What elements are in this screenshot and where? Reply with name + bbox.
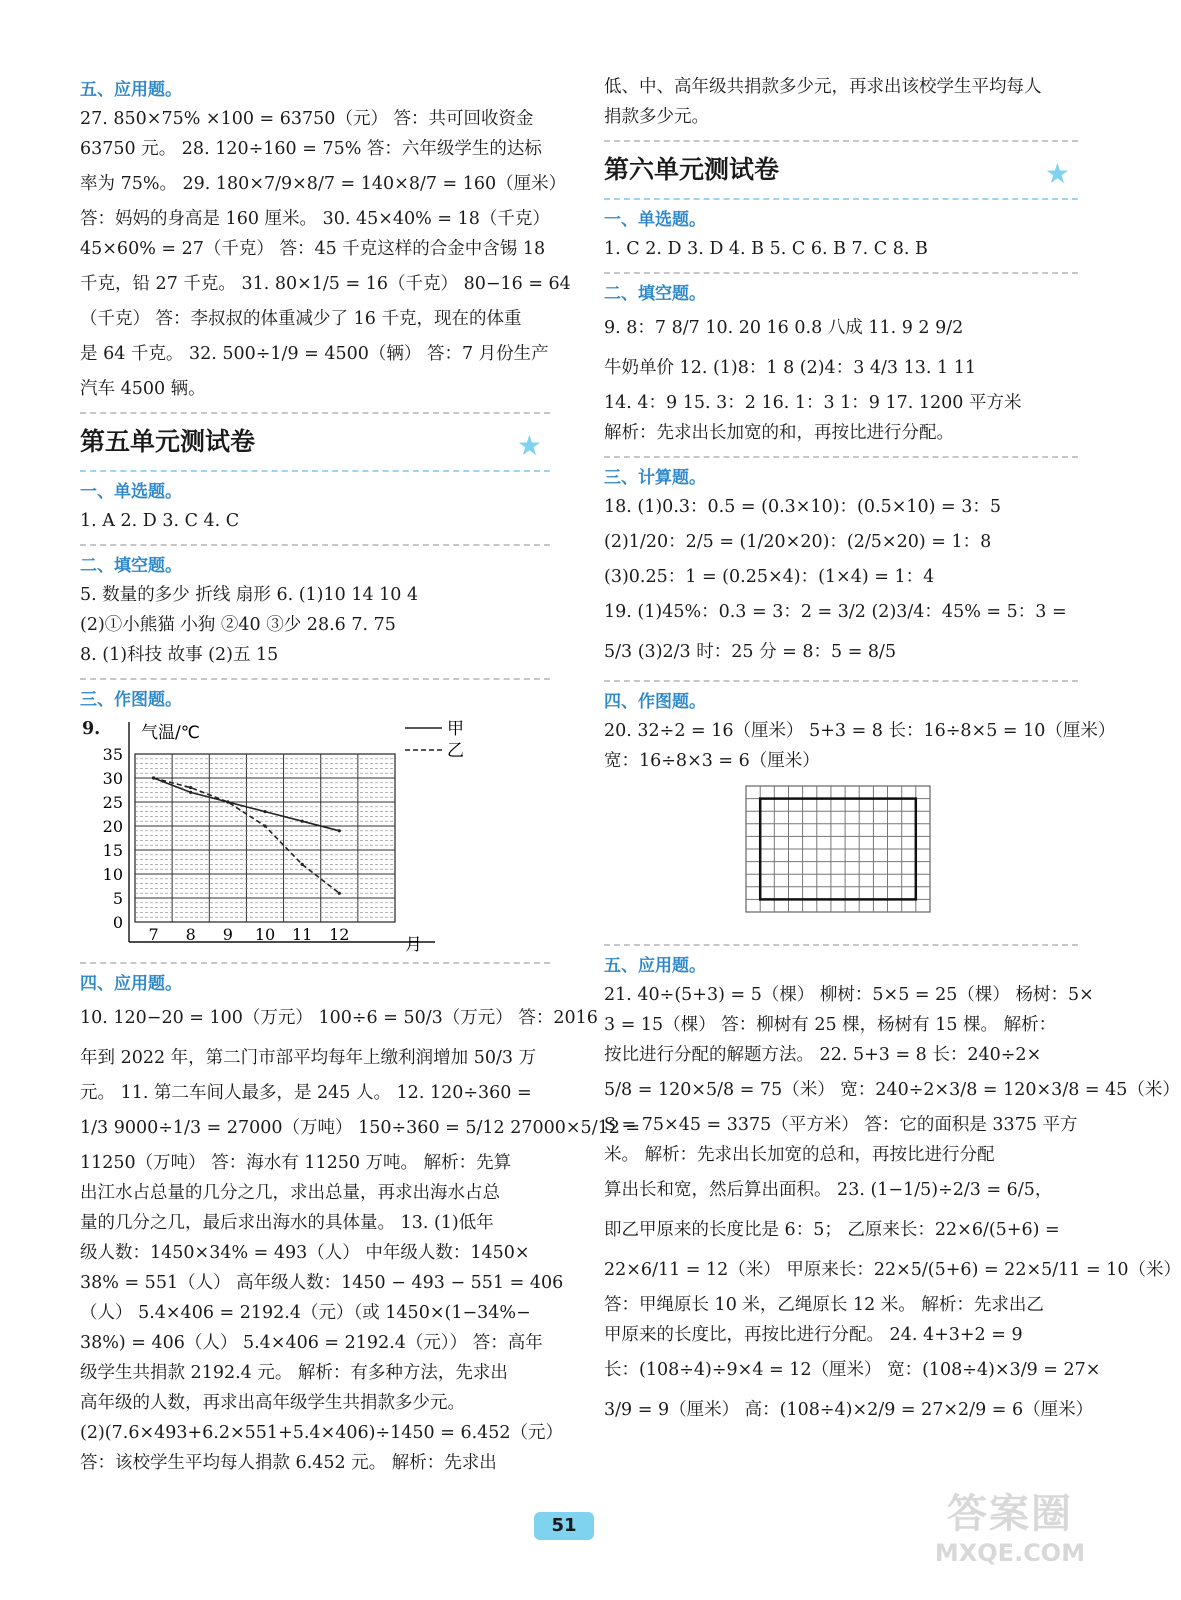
section-heading-fill: 二、填空题。: [604, 284, 706, 304]
answer-line: 38%) = 406（人） 5.4×406 = 2192.4（元）） 答：高年: [80, 1333, 543, 1353]
answer-line: 21. 40÷(5+3) = 5（棵） 柳树：5×5 = 25（棵） 杨树：5×: [604, 985, 1094, 1005]
application-answers-block: [604, 980, 1181, 1430]
legend-label: 乙: [447, 741, 464, 761]
y-axis-label: 气温/℃: [141, 723, 200, 743]
grid-lines: [746, 786, 930, 912]
section-heading-application: 五、应用题。: [604, 956, 706, 976]
section-heading-draw: 三、作图题。: [80, 690, 182, 710]
answer-line: 按比进行分配的解题方法。 22. 5+3 = 8 长：240÷2×: [604, 1045, 1042, 1065]
answer-line: 级人数：1450×34% = 493（人） 中年级人数：1450×: [80, 1243, 530, 1263]
data-point: [301, 863, 304, 866]
data-point: [338, 829, 341, 832]
x-tick-label: 9: [222, 925, 233, 944]
answer-line: 米。 解析：先求出长加宽的总和，再按比进行分配: [604, 1145, 995, 1165]
watermark-top: 答案圈: [947, 1491, 1073, 1537]
answer-line: 38% = 551（人） 高年级人数：1450 − 493 − 551 = 406: [80, 1273, 564, 1293]
x-axis-label: 月: [405, 935, 422, 955]
section-heading-calc: 三、计算题。: [604, 468, 706, 488]
answer-line: 63750 元。 28. 120÷160 = 75% 答：六年级学生的达标: [80, 139, 542, 159]
answer-line: 算出长和宽，然后算出面积。 23. (1−1/5)÷2/3 = 6/5，: [604, 1180, 1053, 1200]
y-tick-label: 25: [102, 793, 123, 812]
question-number: 9.: [82, 719, 101, 739]
answer-line: 级学生共捐款 2192.4 元。 解析：有多种方法，先求出: [80, 1363, 508, 1383]
y-tick-label: 10: [102, 865, 123, 884]
divider: [604, 272, 1078, 274]
answer-line: 3/9 = 9（厘米） 高：(108÷4)×2/9 = 27×2/9 = 6（厘米）: [604, 1400, 1094, 1420]
calc-line: 19. (1)45%：0.3 = 3：2 = 3/2 (2)3/4：45% = 5：3 =: [604, 602, 1067, 622]
temperature-chart-block: [80, 714, 550, 954]
answer-line: （千克） 答：李叔叔的体重减少了 16 千克，现在的体重: [80, 309, 522, 329]
x-tick-label: 11: [291, 925, 313, 944]
divider: [80, 470, 550, 472]
answer-line: 量的几分之几，最后求出海水的具体量。 13. (1)低年: [80, 1213, 494, 1233]
answer-line: 甲原来的长度比，再按比进行分配。 24. 4+3+2 = 9: [604, 1325, 1023, 1345]
x-tick-label: 7: [148, 925, 159, 944]
data-point: [263, 810, 266, 813]
choice-answers: 1. C 2. D 3. D 4. B 5. C 6. B 7. C 8. B: [604, 239, 928, 259]
rectangle-grid: [604, 776, 1078, 932]
unit6-title-text: 第六单元测试卷: [604, 155, 780, 184]
answer-line: 长：(108÷4)÷9×4 = 12（厘米） 宽：(108÷4)×3/9 = 27×: [604, 1360, 1101, 1380]
section-heading-application-2: 四、应用题。: [80, 974, 182, 994]
plot-area: [135, 754, 395, 922]
divider: [80, 962, 550, 964]
right-column: [604, 72, 1181, 1430]
calc-line: 5/3 (3)2/3 时：25 分 = 8：5 = 8/5: [604, 642, 897, 662]
answer-line: 答：甲绳原长 10 米，乙绳原长 12 米。 解析：先求出乙: [604, 1295, 1044, 1315]
data-point: [263, 824, 266, 827]
calc-line: 18. (1)0.3：0.5 = (0.3×10)：(0.5×10) = 3：5: [604, 497, 1002, 517]
answer-line: 即乙甲原来的长度比是 6：5； 乙原来长：22×6/(5+6) =: [604, 1220, 1060, 1240]
watermark-bottom: MXQE.COM: [934, 1539, 1086, 1567]
answer-line: 45×60% = 27（千克） 答：45 千克这样的合金中含锡 18: [80, 239, 546, 259]
data-point: [152, 776, 155, 779]
divider: [604, 198, 1078, 200]
divider: [604, 456, 1078, 458]
answer-line: 答：妈妈的身高是 160 厘米。 30. 45×40% = 18（千克）: [80, 209, 550, 229]
data-point: [189, 786, 192, 789]
answer-line: 3 = 15（棵） 答：柳树有 25 棵，杨树有 15 棵。 解析：: [604, 1015, 1057, 1035]
unit6-title: [604, 150, 1078, 190]
answer-line: 高年级的人数，再求出高年级学生共捐款多少元。: [80, 1393, 465, 1413]
star-icon: ★: [516, 429, 542, 462]
y-tick-label: 15: [102, 841, 123, 860]
divider: [604, 680, 1078, 682]
answer-line: 是 64 千克。 32. 500÷1/9 = 4500（辆） 答：7 月份生产: [80, 344, 549, 364]
unit5-title: [80, 422, 550, 462]
unit5-title-text: 第五单元测试卷: [80, 427, 256, 456]
calc-line: (3)0.25：1 = (0.25×4)：(1×4) = 1：4: [604, 567, 935, 587]
page-number: 51: [534, 1512, 594, 1540]
divider: [604, 944, 1078, 946]
x-tick-label: 12: [329, 925, 350, 944]
divider: [604, 140, 1078, 142]
answer-line: 率为 75%。 29. 180×7/9×8/7 = 140×8/7 = 160（厘米）: [80, 174, 567, 194]
answer-line: S = 75×45 = 3375（平方米） 答：它的面积是 3375 平方: [604, 1115, 1078, 1135]
legend-label: 甲: [447, 719, 464, 739]
y-tick-label: 30: [102, 769, 123, 788]
x-tick-label: 8: [185, 925, 196, 944]
answer-line: 5/8 = 120×5/8 = 75（米） 宽：240÷2×3/8 = 120×3/8 = 45（米）: [604, 1080, 1180, 1100]
left-column: [80, 72, 641, 1478]
temperature-chart: [80, 714, 550, 955]
divider: [80, 544, 550, 546]
answer-line: 元。 11. 第二车间人最多，是 245 人。 12. 120÷360 =: [80, 1083, 532, 1103]
data-point: [338, 892, 341, 895]
calc-line: (2)1/20：2/5 = (1/20×20)：(2/5×20) = 1：8: [604, 532, 992, 552]
application-answers-block: [80, 104, 571, 404]
fill-line: 解析：先求出长加宽的和，再按比进行分配。: [604, 423, 954, 443]
answer-line: 千克，铅 27 千克。 31. 80×1/5 = 16（千克） 80−16 = 64: [80, 274, 571, 294]
answer-line: 答：该校学生平均每人捐款 6.452 元。 解析：先求出: [80, 1453, 497, 1473]
continuation-line: 捐款多少元。: [604, 107, 709, 127]
data-point: [301, 820, 304, 823]
fill-line: 8. (1)科技 故事 (2)五 15: [80, 645, 279, 665]
answer-line: 1/3 9000÷1/3 = 27000（万吨） 150÷360 = 5/12 27000×5/12 =: [80, 1118, 641, 1138]
continuation-line: 低、中、高年级共捐款多少元，再求出该校学生平均每人: [604, 77, 1042, 97]
answer-line: 27. 850×75% ×100 = 63750（元） 答：共可回收资金: [80, 109, 534, 129]
section-heading-draw: 四、作图题。: [604, 692, 706, 712]
section-heading-choice: 一、单选题。: [604, 210, 706, 230]
data-point: [226, 800, 229, 803]
answer-line: （人） 5.4×406 = 2192.4（元）（或 1450×(1−34%−: [80, 1303, 531, 1323]
fill-line: 9. 8：7 8/7 10. 20 16 0.8 八成 11. 9 2 9/2: [604, 318, 964, 338]
x-tick-label: 10: [254, 925, 276, 944]
choice-answers: 1. A 2. D 3. C 4. C: [80, 511, 240, 531]
divider: [80, 412, 550, 414]
fill-line: 5. 数量的多少 折线 扇形 6. (1)10 14 10 4: [80, 585, 419, 605]
y-tick-label: 20: [102, 817, 123, 836]
answer-line: 出江水占总量的几分之几，求出总量，再求出海水占总: [80, 1183, 500, 1203]
answer-line: 10. 120−20 = 100（万元） 100÷6 = 50/3（万元） 答：2016: [80, 1008, 598, 1028]
draw-line: 20. 32÷2 = 16（厘米） 5+3 = 8 长：16÷8×5 = 10（厘米）: [604, 721, 1116, 741]
section-heading-choice: 一、单选题。: [80, 482, 182, 502]
draw-line: 宽：16÷8×3 = 6（厘米）: [604, 751, 820, 771]
y-tick-label: 35: [102, 745, 123, 764]
rectangle-grid-figure: [604, 776, 1078, 936]
watermark-logo: [920, 1490, 1100, 1580]
application-answers-block-2: [80, 998, 641, 1478]
section-heading-application: 五、应用题。: [80, 80, 182, 100]
star-icon: ★: [1044, 157, 1070, 190]
divider: [80, 678, 550, 680]
answer-line: 汽车 4500 辆。: [80, 379, 206, 399]
answer-line: 11250（万吨） 答：海水有 11250 万吨。 解析：先算: [80, 1153, 512, 1173]
y-tick-label: 5: [112, 889, 123, 908]
section-heading-fill: 二、填空题。: [80, 556, 182, 576]
fill-line: 14. 4：9 15. 3：2 16. 1：3 1：9 17. 1200 平方米: [604, 393, 1022, 413]
data-point: [189, 791, 192, 794]
fill-line: 牛奶单价 12. (1)8：1 8 (2)4：3 4/3 13. 1 11: [604, 358, 976, 378]
y-tick-label: 0: [112, 913, 123, 932]
answer-line: 年到 2022 年，第二门市部平均每年上缴利润增加 50/3 万: [80, 1048, 537, 1068]
answer-line: 22×6/11 = 12（米） 甲原来长：22×5/(5+6) = 22×5/11 = 10（米）: [604, 1260, 1181, 1280]
fill-line: (2)①小熊猫 小狗 ②40 ③少 28.6 7. 75: [80, 615, 396, 635]
answer-line: (2)(7.6×493+6.2×551+5.4×406)÷1450 = 6.452（元）: [80, 1423, 564, 1443]
